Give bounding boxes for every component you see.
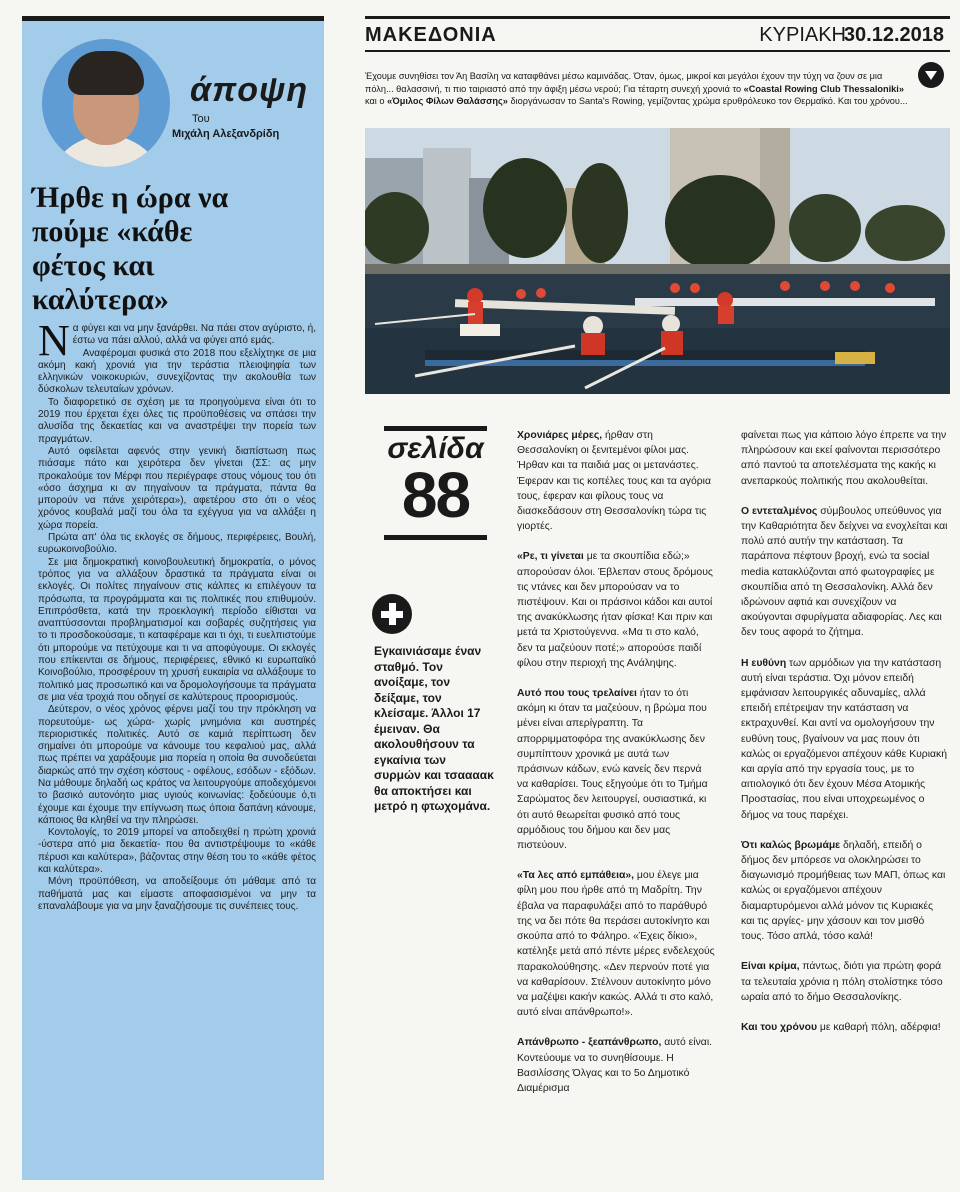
- photo-caption: Έχουμε συνηθίσει τον Άη Βασίλη να καταφθάνει μέσω καμινάδας. Όταν, όμως, μικροί και μεγάλοι έχουν την τύχη να ζουν σε μια πόλη... θαλασσινή, τι πιο ταιριαστό από την άφιξη μέσω νερού; Για τέταρτη συνεχή χρονιά το «Coastal Rowing Club Thessaloniki» και ο «Όμιλος Φίλων Θαλάσσης» διοργάνωσαν το Santa's Rowing, γεμίζοντας χρώμα ερυθρόλευκο τον Θερμαϊκό. Και του χρόνου...: [365, 71, 908, 106]
- article-paragraph: Ότι καλώς βρωμάμε δηλαδή, επειδή ο δήμος δεν μπόρεσε να ολοκληρώσει το διαγωνισμό προμήθειας των ΜΑΠ, όπως και καλώς οι εργαζόμενοι απέχουν διαμαρτυρόμενοι αλλά μόνον τις Κυριακές και τις αργίες- μην χάσουν και τον μισθό τους. Τόσο απλά, τόσο καλά!: [741, 839, 946, 943]
- byline-prefix: Του: [192, 113, 210, 125]
- header-date: 30.12.2018: [843, 24, 944, 46]
- section-title: ΜΑΚΕΔΟΝΙΑ: [365, 24, 497, 46]
- page-number: 88: [401, 459, 470, 531]
- opinion-paragraph: Δεύτερον, ο νέος χρόνος φέρνει μαζί του την πρόκληση να πορευτούμε- ως χώρα- χωρίς μνημόνια και αυστηρές περιοριστικές πολιτικές. Αυτό σε καμιά περίπτωση δεν σημαίνει ότι μπορούμε να κάνουμε του κεφαλιού μας, αλλά πως πρέπει να χαράξουμε μια πορεία η οποία θα συνοδεύεται διαρκώς από την σχέση κόστους - οφέλους, εσόδων - εξόδων. Να μάθουμε δηλαδή ως κράτος να λειτουργούμε αποδεχόμενοι το βασικό αυτονόητο μιας υγιούς κοινωνίας: ξοδεύουμε ό,τι έχουμε και έχουμε την επίγνωση πως όποια δαπάνη κάνουμε, κάποιος θα κληθεί να την πληρώσει.: [38, 704, 316, 826]
- article-column-1: [517, 428, 715, 1111]
- plus-icon: [372, 594, 412, 634]
- article-paragraph: «Ρε, τι γίνεται με τα σκουπίδια εδώ;» απορούσαν όλοι. Έβλεπαν στους δρόμους τις ντάνες και δεν μπορούσαν να το πιστέψουν. Και οι πράσινοι κάδοι και αυτοί της ανακύκλωσης ήταν φίσκα! Και πριν και μετά τα Χριστούγεννα. «Μα τι στο καλό, δεν τα μαζεύουν ποτέ;» απορούσε παιδί φίλου στην περιοχή της Ανάληψης.: [517, 551, 713, 669]
- plus-note: Εγκαινιάσαμε έναν σταθμό. Τον ανοίξαμε, τον δείξαμε, τον κλείσαμε. Άλλοι 17 έμειναν. Θα ακολουθήσουν τα εγκαίνια των συρμών και τσαααακ θα αποκτήσει και μετρό η φτωχομάνα.: [374, 644, 494, 813]
- opinion-body: [38, 316, 316, 913]
- article-paragraph: Ο εντεταλμένος σύμβουλος υπεύθυνος για την Καθαριότητα δεν δείχνει να ενοχλείται και πολύ από αυτήν την κατάσταση. Τα παράπονα πέφτουν βροχή, ενώ τα social media κατακλύζονται από φωτογραφίες με σκουπίδια από τη Θεσσαλονίκη. Αλλά δεν ιδρώνουν αφτιά και συνεχίζουν να ακούγονται σφυρίγματα αδιαφορίας. Λες και δεν τους αφορά το ζήτημα.: [741, 505, 948, 639]
- opinion-paragraph: Το διαφορετικό σε σχέση με τα προηγούμενα είναι ότι το 2019 που έρχεται έχει όλες τις προϋποθέσεις να σπάσει την αλυσίδα της δεκαετίας και να αναστρέψει την πορεία των πραγμάτων.: [38, 396, 316, 445]
- article-paragraph: φαίνεται πως για κάποιο λόγο έπρεπε να την πληρώσουν και εκεί φαίνονται περισσότερο από παντού τα αποτελέσματα της κακής κι ανεπαρκούς πολιτικής που ακολουθείται.: [741, 430, 947, 487]
- dropcap: Ν: [38, 316, 70, 365]
- opinion-paragraph: Πρώτα απ' όλα τις εκλογές σε δήμους, περιφέρειες, Βουλή, ευρωκοινοβούλιο.: [38, 532, 316, 556]
- opinion-paragraph: Αυτό οφείλεται αφενός στην γενική διαπίστωση πως πιάσαμε πάτο και χειρότερα δεν γίνεται (ΣΣ: ας μην προκαλούμε τον Μέρφι που περιέγραφε στους νόμους του ότι «όσο άσχημα κι αν πηγαίνουν τα πράγματα, πάντα θα μπορούν να πάνε χειρότερα»), αφετέρου στο ότι ο νέος χρόνος κουβαλά μαζί του όλα τα εχέγγυα για να αλλάξει η χώρα πορεία.: [38, 445, 316, 531]
- opinion-paragraph: Αναφέρομαι φυσικά στο 2018 που εξελίχτηκε σε μια ακόμη κακή χρονιά για την τεράστια πλειοψηφία των ελληνικών νοικοκυριών, συνεχίζοντας την ακολουθία των δύσκολων τελευταίων χρόνων.: [38, 347, 316, 396]
- opinion-label: άποψη: [190, 71, 309, 109]
- article-paragraph: «Τα λες από εμπάθεια», μου έλεγε μια φίλη μου που ήρθε από τη Μαδρίτη. Την έβαλα να παραφυλάξει από το παράθυρό της να δει πότε θα περάσει αυτοκίνητο και σκούπα από το Φάληρο. «Έχεις δίκιο», κατέληξε μετά από πέντε μέρες ενδελεχούς παρακολούθησης. «Δεν περνούν ποτέ για να καθαρίσουν. Στέλνουν αυτοκίνητο μόνο να μαζέψει κακήν κακώς. Αλλά τι στο καλό, αυτό είναι απάνθρωπο!».: [517, 870, 715, 1019]
- opinion-paragraph: Να φύγει και να μην ξανάρθει. Να πάει στον αγύριστο, ή, έστω να πάει αλλού, αλλά να φύγει από εμάς.: [38, 316, 316, 365]
- rowing-photo-illustration: [365, 128, 950, 394]
- page-number-box: [384, 426, 487, 542]
- author-avatar: [42, 39, 170, 167]
- article-paragraph: Χρονιάρες μέρες, ήρθαν στη Θεσσαλονίκη οι ξενιτεμένοι φίλοι μας. Ήρθαν και τα παιδιά μας οι μετανάστες. Έφεραν και τις κοπέλες τους και τα αγόρια τους, έφεραν και φίλους τους να διασκεδάσουν στη Θεσσαλονίκη τώρα τις γιορτές.: [517, 430, 711, 533]
- header-day: ΚΥΡΙΑΚΗ: [759, 24, 846, 46]
- page-label: σελίδα: [387, 432, 484, 465]
- article-paragraph: Η ευθύνη των αρμόδιων για την κατάσταση αυτή είναι τεράστια. Όχι μόνον επειδή εμφάνισαν λειτουργικές αδυναμίες, αλλά επειδή επέτρεψαν την κατάσταση να εκτραχυνθεί. Και αντί να ομολογήσουν την ευθύνη τους, βγαίνουν να μας πουν ότι καλώς οι εργαζόμενοι απέχουν κάθε Κυριακή και αργία από την εργασία τους, με το αιτιολογικό ότι δεν έχουν Μέσα Ατομικής Προστασίας, που είναι υποχρεωμένος ο δήμος να τους παρέχει.: [741, 657, 948, 821]
- opinion-paragraph: Σε μια δημοκρατική κοινοβουλευτική δημοκρατία, ο μόνος τρόπος για να αλλάξουν δραστικά τα πράγματα είναι οι εκλογές. Οι πολίτες πηγαίνουν στις κάλπες κι επιλέγουν τα πρόσωπα, τα προγράμματα και τις πολιτικές που επιθυμούν. Επιπρόσθετα, κατά την προεκλογική περίοδο είθισται να αναπτύσσονται προβληματισμοί και σοβαρές συζητήσεις για το τι προσδοκούσαμε, τι καταφέραμε και τι όχι, τι ευελπιστούμε ότι μπορούμε να πετύχουμε και τι να αποφύγουμε. Οι εκλογές που επίκεινται σε δήμους, περιφέρειες, εθνικό κι ευρωπαϊκό Κοινοβούλιο, προσφέρουν τη χρυσή ευκαιρία να αλλάξουμε το πολιτικό μας προσωπικό και να δρομολογήσουμε τα πράγματα σε μια νέα τροχιά που οδηγεί σε καλύτερους προορισμούς.: [38, 556, 316, 703]
- opinion-column: [22, 16, 324, 1180]
- opinion-paragraph: Κοντολογίς, το 2019 μπορεί να αποδειχθεί η πρώτη χρονιά -ύστερα από μια δεκαετία- που θα αντιστρέψουμε το «κάθε πέρυσι και καλύτερα», βάζοντας στην θέση του το «κάθε φέτος και καλύτερα».: [38, 827, 316, 876]
- author-name: Μιχάλη Αλεξανδρίδη: [172, 128, 280, 140]
- page-header: [365, 16, 950, 52]
- article-paragraph: Απάνθρωπο - ξεαπάνθρωπο, αυτό είναι. Κοντεύουμε να το συνηθίσουμε. Η Βασιλίσσης Όλγας και το 5ο Δημοτικό Διαμέρισμα: [517, 1037, 713, 1094]
- article-paragraph: Και του χρόνου με καθαρή πόλη, αδέρφια!: [741, 1021, 941, 1033]
- article-column-2: [741, 428, 949, 1050]
- opinion-headline: Ήρθε η ώρα να πούμε «κάθε φέτος και καλύτερα»: [32, 181, 229, 316]
- triangle-down-icon: [918, 62, 944, 88]
- opinion-paragraph: Μόνη προϋπόθεση, να αποδείξουμε ότι μάθαμε από τα παθήματά μας και είμαστε αποφασισμένοι να μην τα επαναλάβουμε για να μην ξαναζήσουμε τις συνέπειες τους.: [38, 876, 316, 912]
- article-paragraph: Είναι κρίμα, πάντως, διότι για πρώτη φορά τα τελευταία χρόνια η πόλη στολίστηκε τόσο ωραία από το δήμο Θεσσαλονίκης.: [741, 961, 943, 1003]
- article-paragraph: Αυτό που τους τρελαίνει ήταν το ότι ακόμη κι όταν τα μαζεύουν, η βρώμα που μένει είναι απερίγραπτη. Τα απορριμματοφόρα της ανακύκλωσης δεν συμπίπτουν χρονικά με αυτά των πράσινων κάδων, ενώ κανείς δεν περνά να καθαρίσει. Τους εξηγούμε ότι το Τμήμα Σαρώματος δεν λειτουργεί, ουσιαστικά, κι ότι αυτό θεωρείται φυσικό από τους αρμόδιους του δήμου και δεν μας πιστεύουν.: [517, 688, 708, 852]
- rowing-photo: [365, 128, 950, 394]
